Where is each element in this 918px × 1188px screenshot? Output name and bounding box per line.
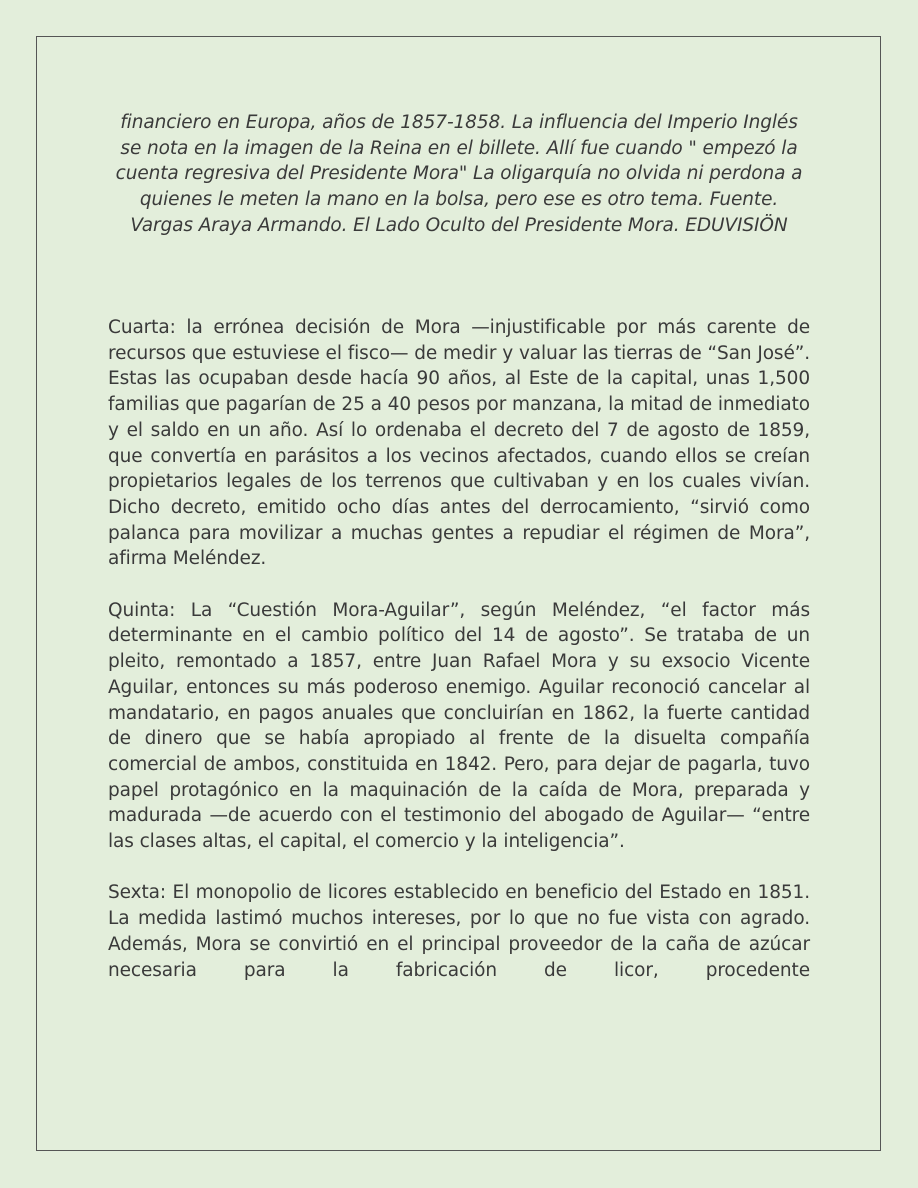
body-text (108, 315, 810, 1009)
paragraph-quinta: Quinta: La “Cuestión Mora-Aguilar”, según Meléndez, “el factor más determinante en el cambio político del 14 de agosto”. Se trataba de un pleito, remontado a 1857, entre Juan Rafael Mora y su exsocio Vicente Aguilar, entonces su más poderoso enemigo. Aguilar reconoció cancelar al mandatario, en pagos anuales que concluirían en 1862, la fuerte cantidad de dinero que se había apropiado al frente de la disuelta compañía comercial de ambos, constituida en 1842. Pero, para dejar de pagarla, tuvo papel protagónico en la maquinación de la caída de Mora, preparada y madurada —de acuerdo con el testimonio del abogado de Aguilar— “entre las clases altas, el capital, el comercio y la inteligencia”. (108, 599, 810, 853)
paragraph-cuarta: Cuarta: la errónea decisión de Mora —injustificable por más carente de recursos que estuviese el fisco— de medir y valuar las tierras de “San José”. Estas las ocupaban desde hacía 90 años, al Este de la capital, unas 1,500 familias que pagarían de 25 a 40 pesos por manzana, la mitad de inmediato y el saldo en un año. Así lo ordenaba el decreto del 7 de agosto de 1859, que convertía en parásitos a los vecinos afectados, cuando ellos se creían propietarios legales de los terrenos que cultivaban y en los cuales vivían. Dicho decreto, emitido ocho días antes del derrocamiento, “sirvió como palanca para movilizar a muchas gentes a repudiar el régimen de Mora”, afirma Meléndez. (108, 317, 810, 570)
paragraph-sexta: Sexta: El monopolio de licores establecido en beneficio del Estado en 1851. La medida lastimó muchos intereses, por lo que no fue vista con agrado. Además, Mora se convirtió en el principal proveedor de la caña de azúcar necesaria para la fabricación de licor, procedente (108, 882, 810, 981)
image-caption: financiero en Europa, años de 1857-1858. La influencia del Imperio Inglés se nota en la imagen de la Reina en el billete. Allí fue cuando " empezó la cuenta regresiva del Presidente Mora" La oligarquía no olvida ni perdona a quienes le meten la mano en la bolsa, pero ese es otro tema. Fuente. Vargas Araya Armando. El Lado Oculto del Presidente Mora. EDUVISIÖN (115, 112, 803, 236)
